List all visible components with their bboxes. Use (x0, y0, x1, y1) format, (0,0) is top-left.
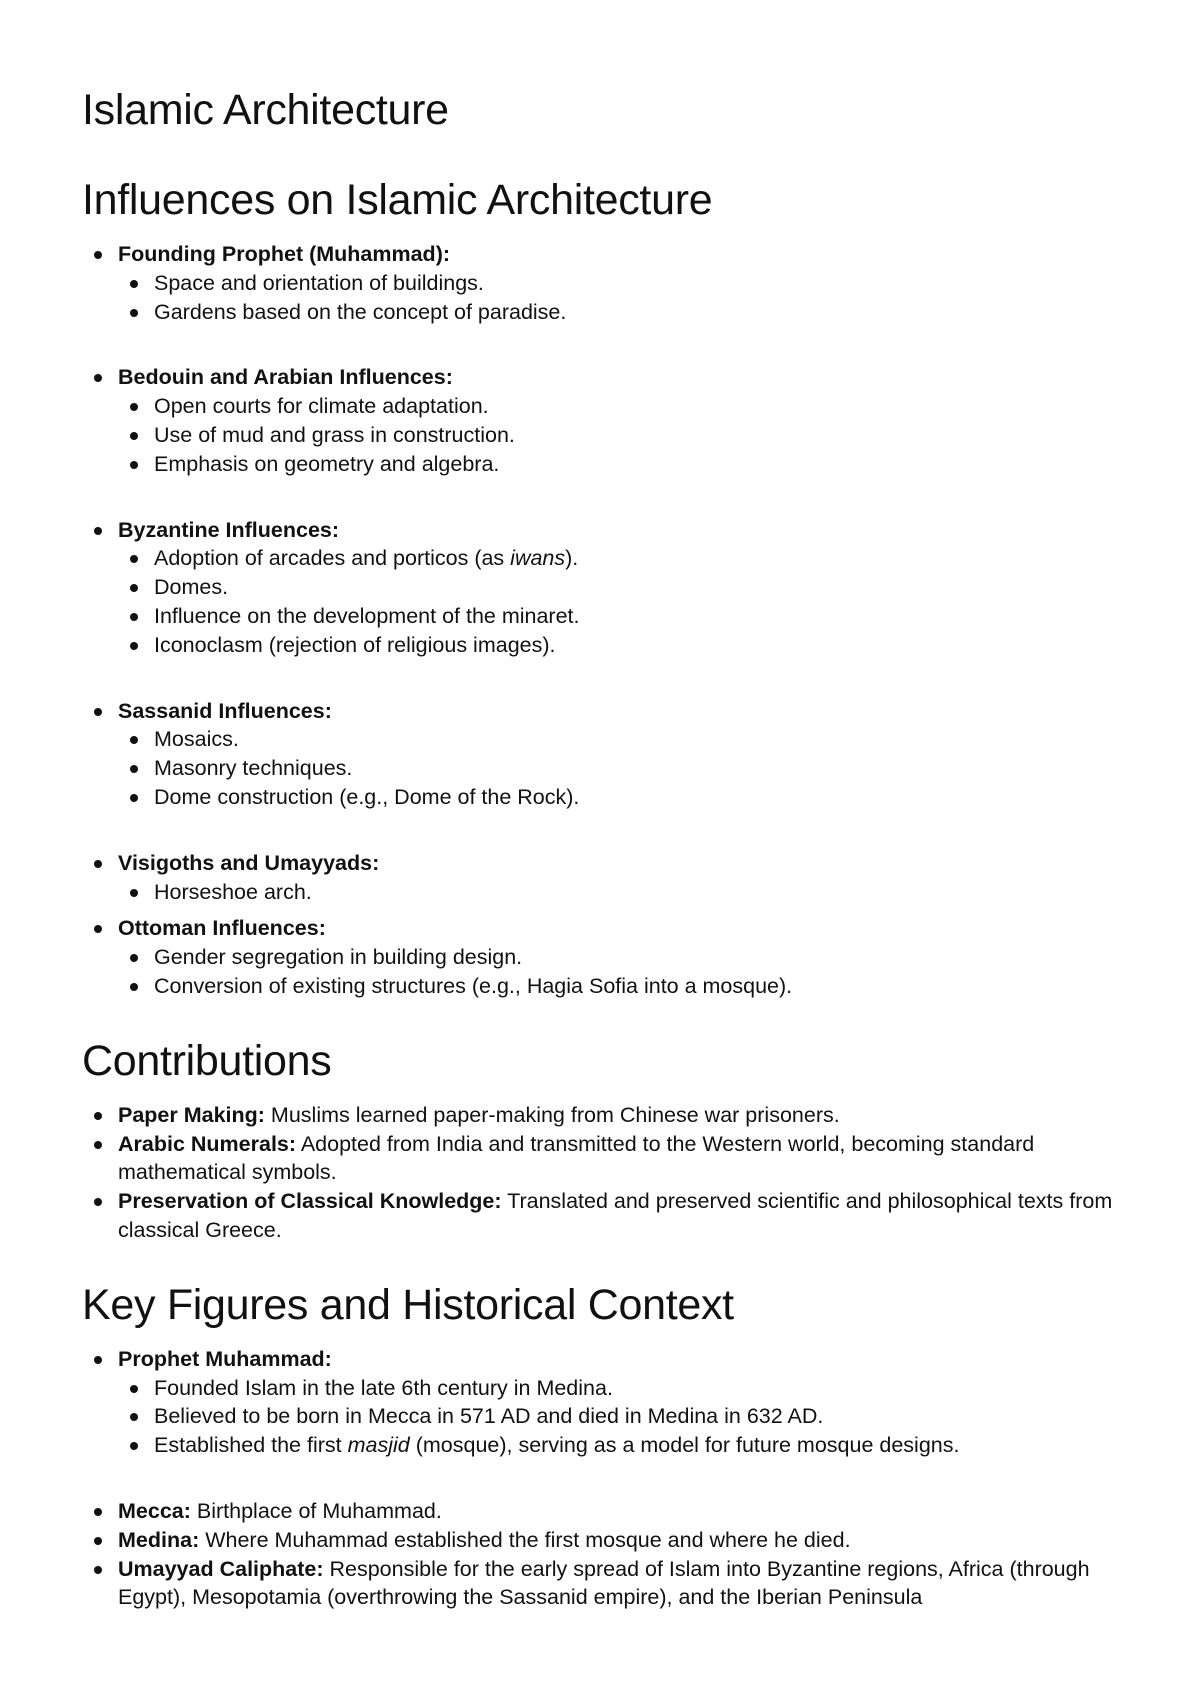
item-label: Bedouin and Arabian Influences: (118, 365, 453, 390)
item-term: Mecca: (118, 1498, 191, 1523)
list-item: Mosaics. (154, 725, 1142, 754)
item-term: Medina: (118, 1527, 200, 1552)
section-heading-influences: Influences on Islamic Architecture (82, 176, 713, 224)
sub-list (118, 1374, 1142, 1460)
sub-list (118, 878, 1142, 907)
list-item: Horseshoe arch. (154, 878, 1142, 907)
sub-list (118, 544, 1142, 659)
list-item: Emphasis on geometry and algebra. (154, 450, 1142, 479)
list-item (118, 516, 1142, 660)
list-item (118, 849, 1142, 907)
contributions-list (82, 1101, 1142, 1245)
list-item: Conversion of existing structures (e.g., Hagia Sofia into a mosque). (154, 972, 1142, 1001)
list-item (118, 1187, 1142, 1245)
sub-list (118, 725, 1142, 811)
list-item: Influence on the development of the minaret. (154, 602, 1142, 631)
list-item (118, 1101, 1142, 1130)
item-term: Preservation of Classical Knowledge: (118, 1189, 502, 1214)
section-heading-key-figures: Key Figures and Historical Context (82, 1280, 734, 1329)
influences-list (82, 240, 1142, 1001)
text-span: Established the first (154, 1433, 348, 1458)
item-label: Founding Prophet (Muhammad): (118, 242, 451, 266)
sub-list (118, 269, 1142, 327)
list-item (118, 1497, 1142, 1526)
text-span: (mosque), serving as a model for future mosque designs. (409, 1433, 960, 1458)
list-item (118, 1345, 1142, 1460)
page-title: Islamic Architecture (82, 86, 449, 134)
list-item: Dome construction (e.g., Dome of the Rock). (154, 783, 1142, 812)
list-item: Gender segregation in building design. (154, 943, 1142, 972)
item-label: Sassanid Influences: (118, 698, 332, 723)
list-item: Space and orientation of buildings. (154, 269, 1142, 298)
list-item: Use of mud and grass in construction. (154, 421, 1142, 450)
list-item: Domes. (154, 573, 1142, 602)
item-label: Ottoman Influences: (118, 916, 326, 941)
item-label: Visigoths and Umayyads: (118, 850, 380, 875)
item-text: Birthplace of Muhammad. (190, 1498, 442, 1523)
item-term: Paper Making: (118, 1102, 265, 1127)
item-text: Where Muhammad established the first mosque and where he died. (199, 1527, 851, 1552)
list-item (118, 363, 1142, 478)
document-page (82, 78, 1142, 1612)
sub-list (118, 392, 1142, 478)
list-item (118, 1526, 1142, 1555)
emphasis-text: masjid (347, 1433, 410, 1458)
item-label: Prophet Muhammad: (118, 1346, 332, 1371)
list-item (118, 240, 1142, 326)
item-term: Arabic Numerals: (118, 1131, 297, 1156)
list-item: Gardens based on the concept of paradise. (154, 298, 1142, 327)
item-text: Translated and preserved scientific and philosophical texts from classical Greece. (118, 1189, 1113, 1242)
key-figures-list (82, 1345, 1142, 1612)
item-text: Responsible for the early spread of Islam into Byzantine regions, Africa (through Egypt), Mesopotamia (overthrowing the Sassanid empire), and the Iberian Peninsula (118, 1556, 1090, 1610)
list-item: Founded Islam in the late 6th century in Medina. (154, 1374, 1142, 1403)
item-term: Umayyad Caliphate: (118, 1556, 324, 1581)
list-item (118, 697, 1142, 812)
section-heading-contributions: Contributions (82, 1036, 332, 1085)
list-item (154, 544, 1142, 573)
text-span: Adoption of arcades and porticos (as (154, 546, 511, 571)
list-item (154, 1431, 1142, 1460)
item-text: Muslims learned paper-making from Chinese war prisoners. (264, 1102, 840, 1127)
item-label: Byzantine Influences: (118, 517, 340, 542)
list-item (118, 914, 1142, 1000)
list-item (118, 1555, 1142, 1613)
list-item: Masonry techniques. (154, 754, 1142, 783)
sub-list (118, 943, 1142, 1001)
text-span: ). (565, 546, 579, 571)
list-item: Believed to be born in Mecca in 571 AD and died in Medina in 632 AD. (154, 1402, 1142, 1431)
list-item: Iconoclasm (rejection of religious images). (154, 631, 1142, 660)
item-text: Adopted from India and transmitted to the Western world, becoming standard mathematical symbols. (118, 1131, 1035, 1185)
list-item: Open courts for climate adaptation. (154, 392, 1142, 421)
emphasis-text: iwans (510, 546, 566, 571)
list-item (118, 1130, 1142, 1188)
